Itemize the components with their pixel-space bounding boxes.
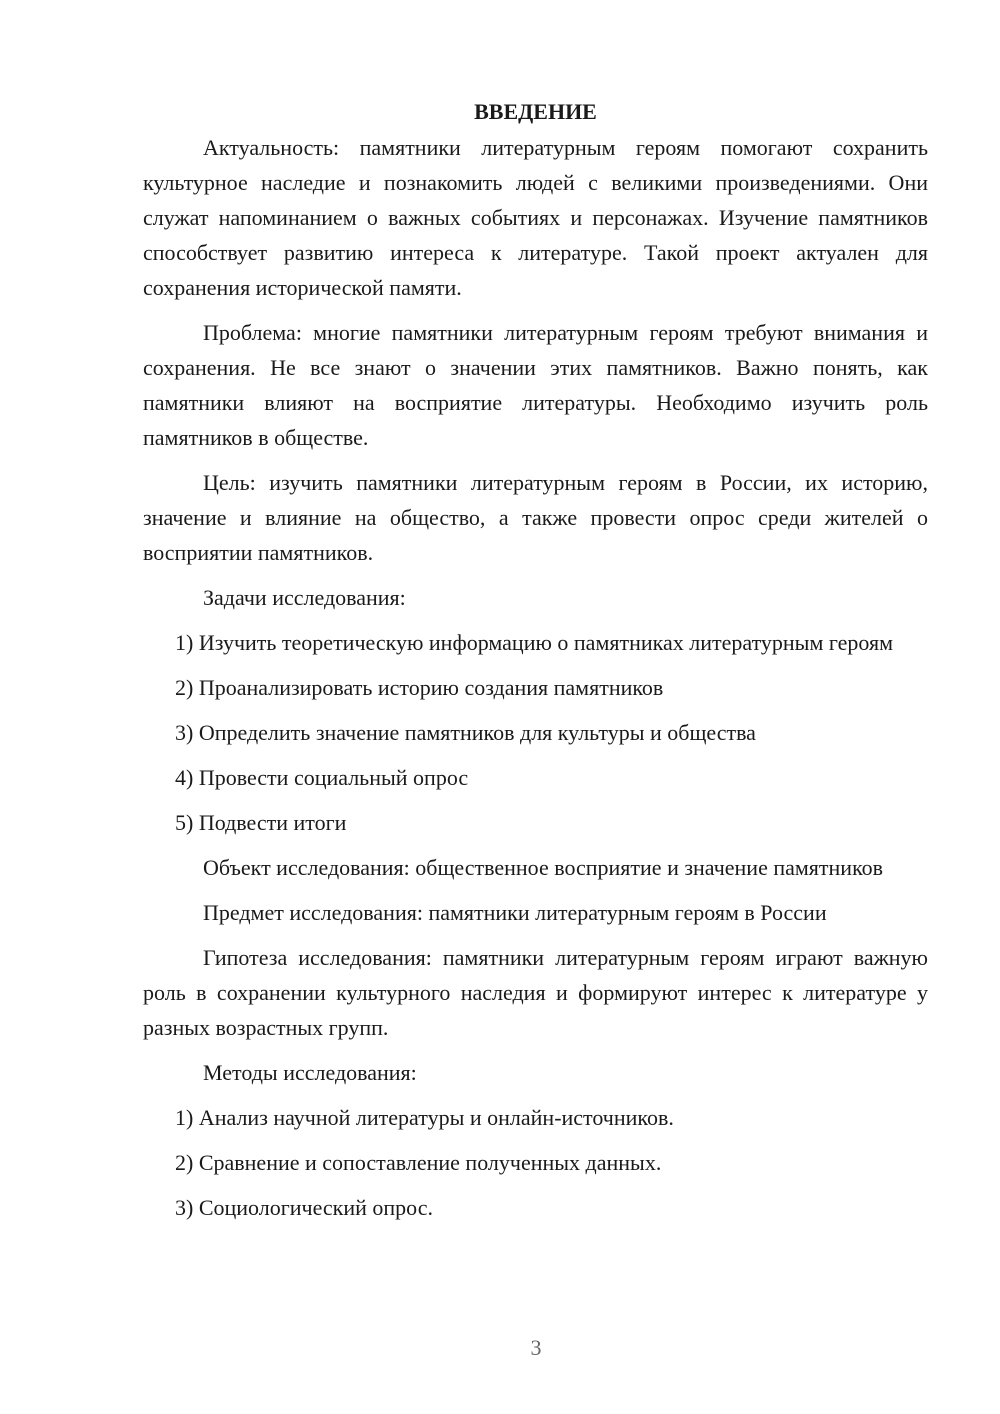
section-title: ВВЕДЕНИЕ	[474, 99, 597, 124]
task-item-2: 2) Проанализировать историю создания памятников	[175, 675, 664, 700]
tasks-heading: Задачи исследования:	[203, 585, 406, 610]
paragraph-subject: Предмет исследования: памятники литературным героям в России	[203, 900, 827, 925]
paragraph-relevance: Актуальность: памятники литературным героям помогают сохранить культурное наследие и познакомить людей с великими произведениями. Они служат напоминанием о важных событиях и персонажах. Изучение памятников способствует развитию интереса к литературе. Такой проект актуален для сохранения исторической памяти.	[143, 135, 928, 300]
method-item-1: 1) Анализ научной литературы и онлайн-источников.	[175, 1105, 674, 1130]
task-item-5: 5) Подвести итоги	[175, 810, 347, 835]
task-item-1: 1) Изучить теоретическую информацию о памятниках литературным героям	[175, 630, 894, 655]
paragraph-problem: Проблема: многие памятники литературным героям требуют внимания и сохранения. Не все знают о значении этих памятников. Важно понять, как памятники влияют на восприятие литературы. Необходимо изучить роль памятников в обществе.	[143, 320, 928, 450]
methods-heading: Методы исследования:	[203, 1060, 417, 1085]
paragraph-hypothesis: Гипотеза исследования: памятники литературным героям играют важную роль в сохранении культурного наследия и формируют интерес к литературе у разных возрастных групп.	[143, 945, 928, 1040]
task-item-4: 4) Провести социальный опрос	[175, 765, 469, 790]
method-item-2: 2) Сравнение и сопоставление полученных данных.	[175, 1150, 662, 1175]
method-item-3: 3) Социологический опрос.	[175, 1195, 433, 1220]
paragraph-goal: Цель: изучить памятники литературным героям в России, их историю, значение и влияние на общество, а также провести опрос среди жителей о восприятии памятников.	[143, 470, 928, 565]
paragraph-object: Объект исследования: общественное восприятие и значение памятников	[203, 855, 884, 880]
page-number: 3	[530, 1335, 542, 1360]
task-item-3: 3) Определить значение памятников для культуры и общества	[175, 720, 756, 745]
page-content	[143, 94, 928, 1235]
